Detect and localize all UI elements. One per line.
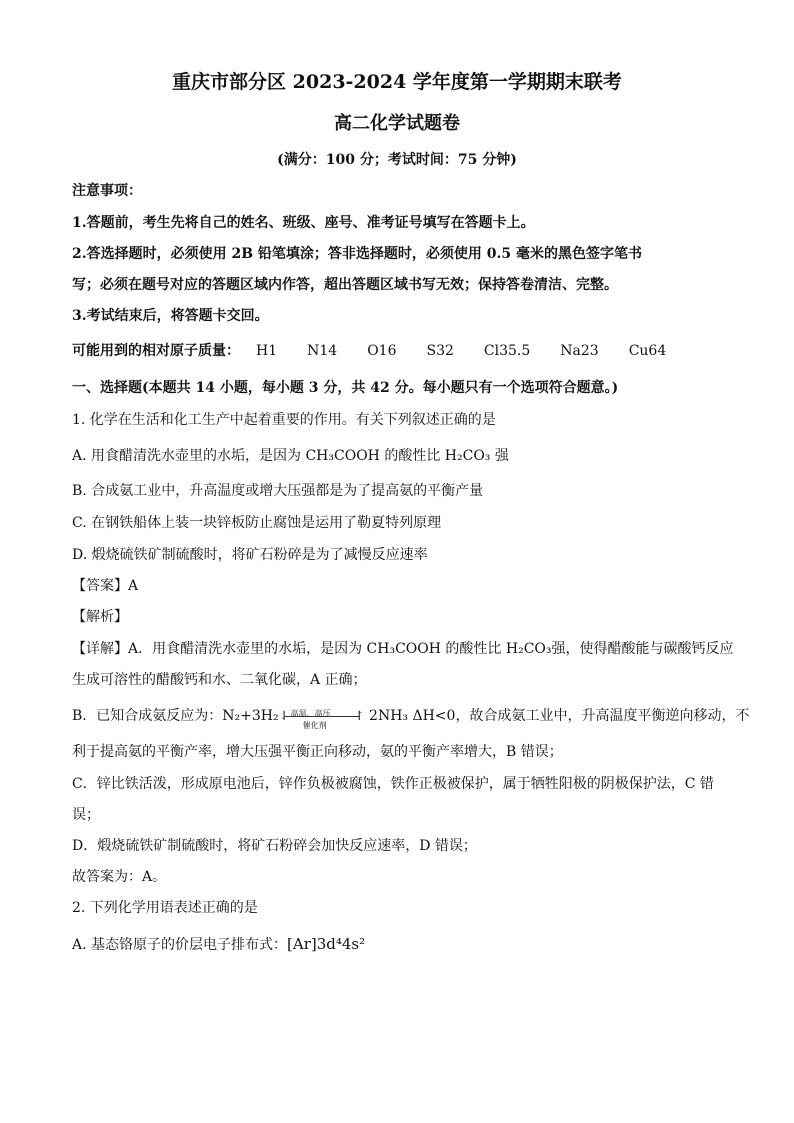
- atomic-mass-cl: Cl35.5: [483, 343, 531, 359]
- atomic-mass-s: S32: [426, 343, 454, 359]
- section-1-heading: 一、选择题(本题共 14 小题，每小题 3 分，共 42 分。每小题只有一个选项符合题意。): [72, 380, 619, 396]
- q1-detail-c-2: 误；: [72, 807, 100, 823]
- q1-conclusion: 故答案为：A。: [72, 869, 167, 885]
- q2-option-a: [72, 934, 365, 955]
- q1-option-a-text2: 的酸性比: [379, 448, 445, 464]
- atomic-mass-label: 可能用到的相对原子质量：: [72, 343, 240, 359]
- exam-title: 重庆市部分区 2023-2024 学年度第一学期期末联考: [172, 71, 622, 93]
- q1-detail-d: D．煅烧硫铁矿制硫酸时，将矿石粉碎会加快反应速率，D 错误；: [72, 838, 477, 854]
- arrow-condition-top: 高温、高压: [290, 709, 331, 718]
- q1-option-b: B. 合成氨工业中，升高温度或增大压强都是为了提高氨的平衡产量: [72, 483, 484, 499]
- notice-item-2b: 写；必须在题号对应的答题区域内作答，超出答题区域书写无效；保持答卷清洁、完整。: [72, 277, 618, 293]
- q2-stem: 2. 下列化学用语表述正确的是: [72, 900, 258, 916]
- q1-option-a-chem2: H₂CO₃: [444, 448, 491, 464]
- q1-option-a: [72, 446, 509, 466]
- q1-option-a-chem1: CH₃COOH: [305, 448, 380, 464]
- atomic-mass-na: Na23: [560, 343, 599, 359]
- notice-item-1: 1.答题前，考生先将自己的姓名、班级、座号、准考证号填写在答题卡上。: [72, 215, 535, 231]
- q1-detail-b-2: 利于提高氨的平衡产率，增大压强平衡正向移动，氨的平衡产率增大，B 错误；: [72, 744, 563, 760]
- q1-answer: 【答案】A: [72, 578, 139, 594]
- q1-option-a-text3: 强: [490, 448, 509, 464]
- atomic-mass-n: N14: [307, 343, 338, 359]
- q1-option-d: D. 煅烧硫铁矿制硫酸时，将矿石粉碎是为了减慢反应速率: [72, 547, 428, 563]
- q1-detail-c-1: C．锌比铁活泼，形成原电池后，锌作负极被腐蚀，铁作正极被保护，属于牺牲阳极的阴极保护法，C 错: [72, 776, 714, 792]
- atomic-mass-cu: Cu64: [628, 343, 667, 359]
- q1-analysis-label: 【解析】: [72, 609, 128, 625]
- atomic-mass-o: O16: [367, 343, 397, 359]
- q1-detail-a-2: 生成可溶性的醋酸钙和水、二氧化碳，A 正确；: [72, 672, 367, 688]
- notice-item-3: 3.考试结束后，将答题卡交回。: [72, 308, 269, 324]
- q2-option-a-text: A. 基态铬原子的价层电子排布式：: [72, 937, 288, 953]
- exam-subtitle: 高二化学试题卷: [334, 113, 460, 134]
- q1-detail-a-1: 【详解】A．用食醋清洗水壶里的水垢，是因为 CH₃COOH 的酸性比 H₂CO₃强，使得醋酸能与碳酸钙反应: [72, 641, 734, 657]
- notice-heading: 注意事项：: [72, 183, 142, 199]
- reversible-arrow-icon: ⇃ 高温、高压 催化剂 ↾: [279, 706, 365, 726]
- q1-option-a-text1: A. 用食醋清洗水壶里的水垢，是因为: [72, 448, 306, 464]
- q1-detail-b-pre: B．已知合成氨反应为：N₂+3H₂: [72, 708, 279, 724]
- q1-stem: 1. 化学在生活和化工生产中起着重要的作用。有关下列叙述正确的是: [72, 412, 496, 428]
- atomic-mass-h: H1: [256, 343, 278, 359]
- q1-detail-b-1: [72, 706, 750, 730]
- exam-info: (满分：100 分；考试时间：75 分钟): [277, 152, 517, 168]
- q2-option-a-formula: [Ar]3d⁴4s²: [287, 935, 366, 953]
- arrow-condition-bottom: 催化剂: [302, 721, 327, 730]
- q1-detail-b-post: 2NH₃ ΔH<0，故合成氨工业中，升高温度平衡逆向移动，不: [364, 708, 750, 724]
- atomic-mass-line: [72, 341, 696, 361]
- notice-item-2a: 2.答选择题时，必须使用 2B 铅笔填涂；答非选择题时，必须使用 0.5 毫米的黑色签字笔书: [72, 246, 643, 262]
- q1-option-c: C. 在钢铁船体上装一块锌板防止腐蚀是运用了勒夏特列原理: [72, 515, 442, 531]
